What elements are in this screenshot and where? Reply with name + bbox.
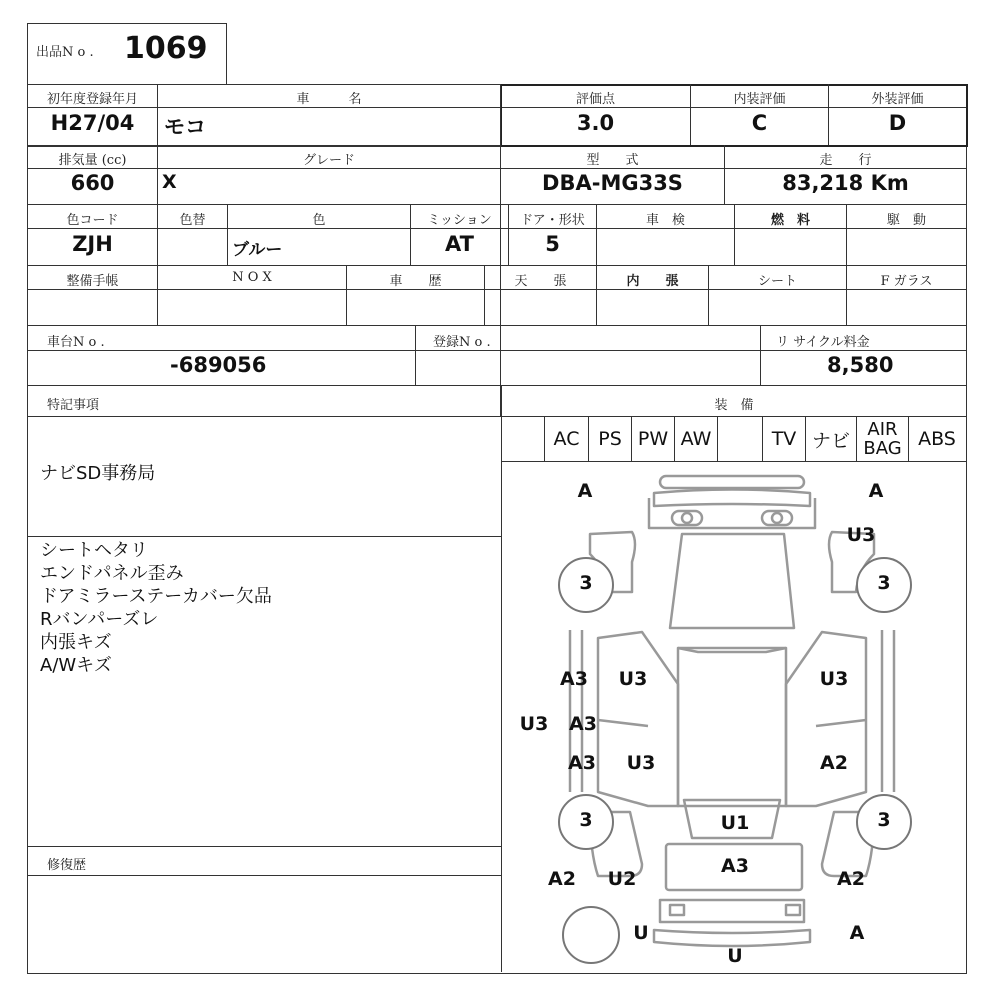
equip-pw: PW bbox=[637, 428, 669, 450]
equip-ps: PS bbox=[598, 428, 622, 450]
damage-mark: A3 bbox=[560, 668, 588, 690]
tire-mark: 3 bbox=[579, 572, 593, 594]
recycle-fee-label: リ サイクル料金 bbox=[776, 335, 870, 350]
doors-value: 5 bbox=[545, 232, 560, 256]
door-shape-label: ドア・形状 bbox=[520, 213, 585, 228]
remark-line-6: A/Wキズ bbox=[40, 655, 112, 676]
equipment-label: 装 備 bbox=[714, 398, 754, 413]
remark-line-2: エンドパネル歪み bbox=[40, 563, 184, 584]
roof-label: 天 張 bbox=[514, 274, 567, 289]
damage-mark: A2 bbox=[837, 868, 865, 890]
damage-mark: U3 bbox=[618, 668, 648, 690]
remark-line-3: ドアミラーステーカバー欠品 bbox=[40, 586, 272, 607]
exterior-score-value: D bbox=[888, 111, 907, 135]
color-change-label: 色替 bbox=[179, 213, 206, 228]
lot-number-label: 出品N o . bbox=[36, 45, 94, 60]
car-name-value: モコ bbox=[164, 115, 206, 139]
color-code-value: ZJH bbox=[72, 232, 113, 256]
damage-mark: U2 bbox=[607, 868, 637, 890]
damage-mark: U3 bbox=[819, 668, 849, 690]
equip-abs: ABS bbox=[918, 428, 956, 450]
damage-mark: U bbox=[633, 922, 649, 944]
damage-mark: U1 bbox=[720, 812, 750, 834]
equip-ac: AC bbox=[553, 428, 580, 450]
equip-tv: TV bbox=[771, 428, 797, 450]
interior-score-label: 内装評価 bbox=[733, 92, 786, 107]
remark-line-4: Rバンパーズレ bbox=[40, 609, 159, 630]
nox-label: N O X bbox=[232, 270, 272, 285]
mission-label: ミッション bbox=[427, 213, 492, 228]
seat-label: シート bbox=[757, 274, 797, 289]
equip-airbag-line1: AIR bbox=[867, 419, 898, 440]
maintenance-book-label: 整備手帳 bbox=[66, 274, 119, 289]
damage-mark: A bbox=[577, 480, 593, 502]
first-reg-value: H27/04 bbox=[50, 111, 135, 135]
equip-airbag-line2: BAG bbox=[863, 438, 902, 459]
interior-score-value: C bbox=[751, 111, 768, 135]
damage-mark: U3 bbox=[519, 713, 549, 735]
remark-line-5: 内張キズ bbox=[40, 632, 112, 653]
damage-mark: A bbox=[849, 922, 865, 944]
inspection-label: 車 検 bbox=[645, 213, 685, 228]
score-label: 評価点 bbox=[575, 92, 615, 107]
mission-value: AT bbox=[445, 232, 474, 256]
equip-airbag bbox=[857, 418, 908, 460]
tire-mark: 3 bbox=[877, 809, 891, 831]
exterior-score-label: 外装評価 bbox=[871, 92, 924, 107]
remarks-top: ナビSD事務局 bbox=[40, 463, 156, 484]
damage-mark: A3 bbox=[568, 752, 596, 774]
grade-value: X bbox=[162, 171, 177, 193]
color-code-label: 色コード bbox=[66, 213, 119, 228]
equip-navi: ナビ bbox=[811, 429, 850, 452]
remarks-label: 特記事項 bbox=[47, 398, 100, 413]
history-label: 車 歴 bbox=[389, 274, 442, 289]
mileage-value: 83,218 Km bbox=[782, 171, 909, 195]
fuel-label: 燃 料 bbox=[770, 213, 810, 228]
damage-mark: U bbox=[727, 945, 743, 967]
score-value: 3.0 bbox=[576, 111, 615, 135]
damage-mark: U3 bbox=[846, 524, 876, 546]
grade-label: グレード bbox=[302, 153, 355, 168]
f-glass-label: F ガラス bbox=[880, 274, 933, 289]
mileage-label: 走 行 bbox=[819, 153, 872, 168]
model-label: 型 式 bbox=[586, 153, 639, 168]
recycle-fee-value: 8,580 bbox=[827, 353, 894, 377]
remark-line-1: シートヘタリ bbox=[40, 540, 148, 561]
color-value: ブルー bbox=[232, 240, 283, 260]
chassis-no-label: 車台N o . bbox=[47, 335, 105, 350]
damage-mark: A2 bbox=[548, 868, 576, 890]
interior-label: 内 張 bbox=[626, 274, 679, 289]
damage-mark: A3 bbox=[721, 855, 749, 877]
displacement-label: 排気量 (cc) bbox=[58, 153, 127, 168]
damage-mark: U3 bbox=[626, 752, 656, 774]
tire-mark: 3 bbox=[877, 572, 891, 594]
first-reg-label: 初年度登録年月 bbox=[46, 92, 138, 107]
damage-mark: A2 bbox=[820, 752, 848, 774]
damage-mark: A3 bbox=[569, 713, 597, 735]
displacement-value: 660 bbox=[70, 171, 115, 195]
chassis-no-value: -689056 bbox=[170, 353, 267, 377]
lot-number: 1069 bbox=[124, 31, 208, 66]
model-value: DBA-MG33S bbox=[542, 171, 683, 195]
registration-no-label: 登録N o . bbox=[433, 335, 491, 350]
tire-mark: 3 bbox=[579, 809, 593, 831]
equip-aw: AW bbox=[680, 428, 712, 450]
repair-history-label: 修復歴 bbox=[47, 858, 87, 873]
car-name-label: 車 名 bbox=[296, 92, 362, 107]
color-label: 色 bbox=[312, 213, 326, 228]
drive-label: 駆 動 bbox=[886, 213, 926, 228]
damage-mark: A bbox=[868, 480, 884, 502]
